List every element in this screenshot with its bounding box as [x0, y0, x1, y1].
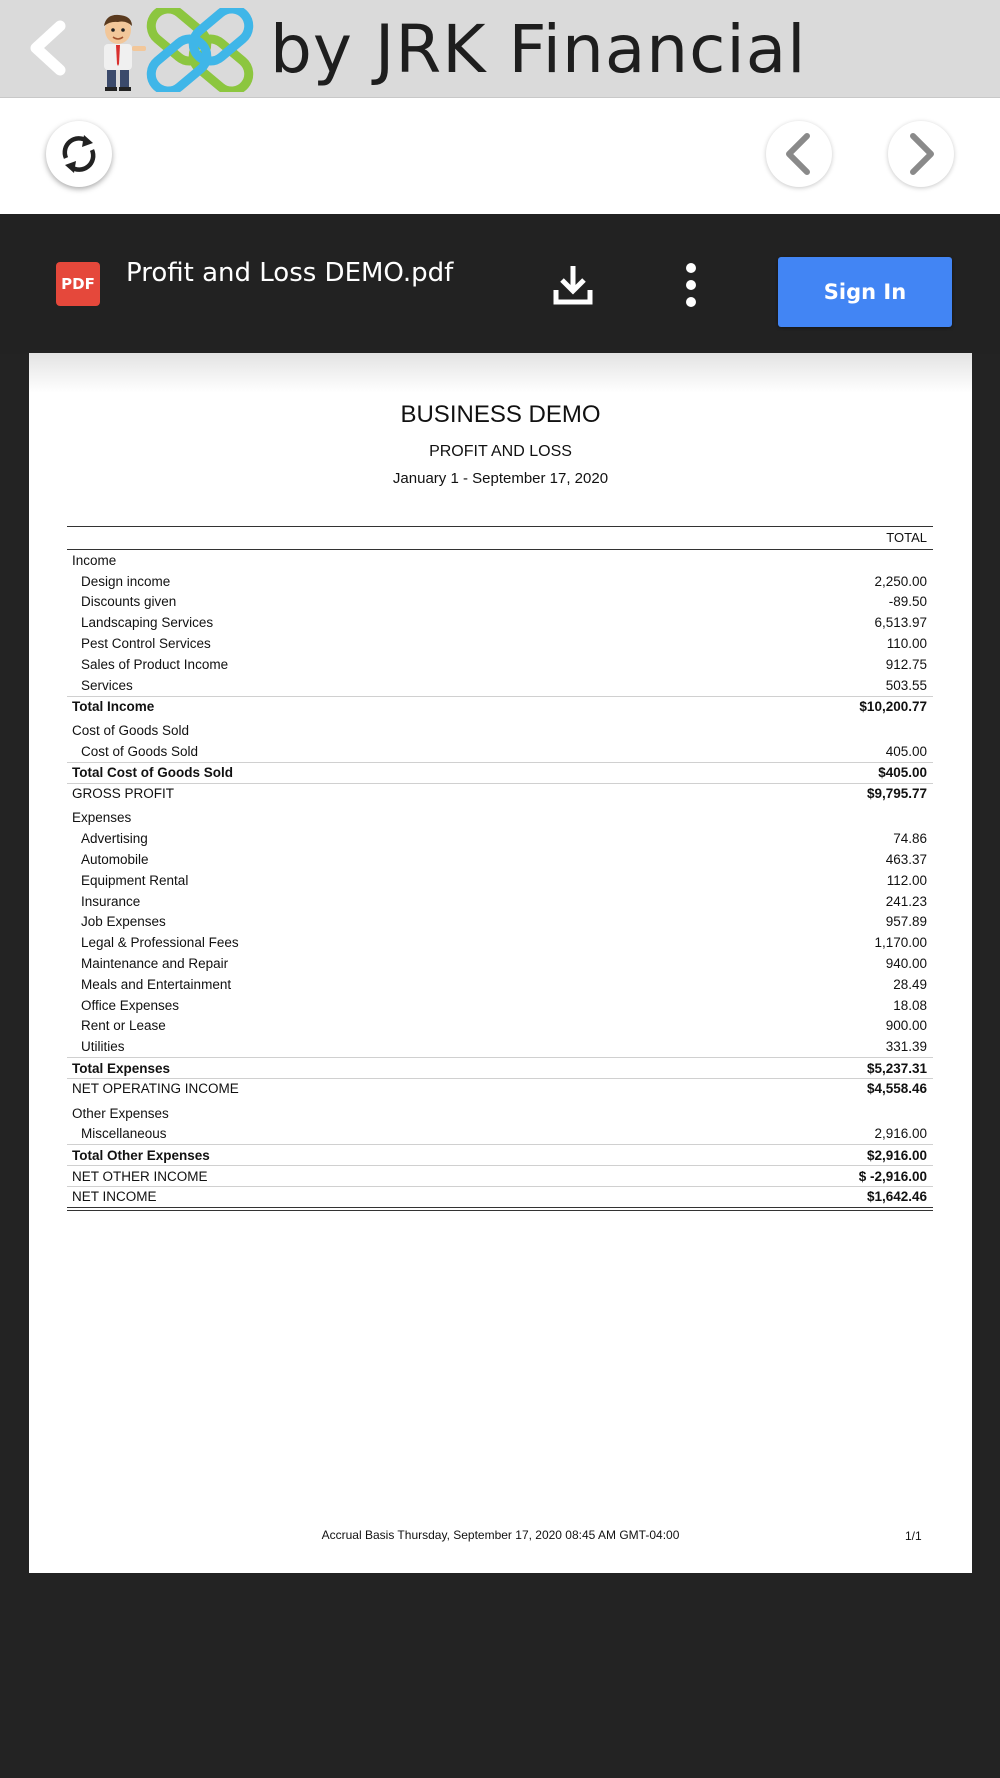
row-label: Equipment Rental — [81, 872, 189, 888]
row-label: NET OTHER INCOME — [72, 1168, 208, 1184]
row-value: 957.89 — [885, 914, 927, 930]
total-row — [67, 762, 933, 783]
row-value: $10,200.77 — [859, 698, 927, 714]
download-icon[interactable] — [548, 260, 598, 310]
row-label: Pest Control Services — [81, 636, 211, 652]
row-label: Other Expenses — [72, 1105, 169, 1121]
row-label: Total Cost of Goods Sold — [72, 765, 233, 781]
line-item-row — [67, 932, 933, 953]
pdf-page[interactable] — [29, 353, 972, 1573]
row-label: Office Expenses — [81, 997, 180, 1013]
row-value: $2,916.00 — [866, 1147, 927, 1163]
row-value: 940.00 — [885, 956, 927, 972]
row-value: $ -2,916.00 — [858, 1168, 927, 1184]
row-value: 2,250.00 — [874, 573, 927, 589]
row-label: Discounts given — [81, 594, 177, 610]
row-value: 912.75 — [885, 656, 927, 672]
row-label: NET INCOME — [72, 1189, 157, 1205]
row-value: 1,170.00 — [874, 935, 927, 951]
line-item-row — [67, 1016, 933, 1037]
row-label: Automobile — [81, 852, 149, 868]
row-value: 6,513.97 — [874, 615, 927, 631]
total-row — [67, 1144, 933, 1165]
line-item-row — [67, 1124, 933, 1145]
line-item-row — [67, 974, 933, 995]
row-label: Cost of Goods Sold — [72, 723, 190, 739]
next-button[interactable] — [888, 121, 954, 187]
profit-loss-table — [67, 526, 933, 1211]
row-label: Miscellaneous — [81, 1126, 167, 1142]
file-name: Profit and Loss DEMO.pdf — [126, 258, 454, 288]
line-item-row — [67, 741, 933, 762]
report-company-title: BUSINESS DEMO — [400, 401, 601, 428]
row-value: 405.00 — [885, 744, 927, 760]
page-number: 1/1 — [905, 1529, 922, 1543]
row-label: Job Expenses — [81, 914, 166, 930]
section-header-row — [67, 1103, 933, 1124]
line-item-row — [67, 1036, 933, 1057]
navigation-toolbar — [0, 98, 1000, 214]
pdf-file-icon: PDF — [56, 262, 100, 306]
row-value: 18.08 — [893, 997, 927, 1013]
row-value: $405.00 — [878, 765, 927, 781]
column-header-total: TOTAL — [67, 526, 933, 550]
pdf-viewer-header — [0, 214, 1000, 354]
row-value: 900.00 — [885, 1018, 927, 1034]
section-header-row — [67, 550, 933, 571]
line-item-row — [67, 633, 933, 654]
row-label: Cost of Goods Sold — [81, 744, 199, 760]
row-value: $5,237.31 — [866, 1060, 927, 1076]
row-value: $9,795.77 — [866, 786, 927, 802]
sign-in-button[interactable]: Sign In — [778, 257, 952, 327]
row-label: Advertising — [81, 831, 148, 847]
report-subtitle: PROFIT AND LOSS — [429, 443, 572, 460]
row-value: 112.00 — [886, 872, 927, 888]
total-row — [67, 1186, 933, 1211]
row-label: Landscaping Services — [81, 615, 214, 631]
row-label: Legal & Professional Fees — [81, 935, 239, 951]
brand-title: by JRK Financial — [270, 11, 807, 88]
total-row — [67, 1165, 933, 1186]
line-item-row — [67, 675, 933, 696]
line-item-row — [67, 870, 933, 891]
row-value: 463.37 — [885, 852, 927, 868]
row-label: GROSS PROFIT — [72, 786, 175, 802]
row-value: -89.50 — [888, 594, 927, 610]
brand-knot-logo-icon — [140, 8, 260, 92]
line-item-row — [67, 571, 933, 592]
row-value: 241.23 — [885, 893, 927, 909]
row-label: Utilities — [81, 1039, 125, 1055]
row-label: Sales of Product Income — [81, 656, 229, 672]
line-item-row — [67, 654, 933, 675]
chevron-right-icon — [901, 132, 941, 176]
line-item-row — [67, 891, 933, 912]
more-options-icon[interactable] — [676, 260, 706, 310]
row-label: Total Income — [72, 698, 155, 714]
line-item-row — [67, 912, 933, 933]
total-row — [67, 696, 933, 717]
section-header-row — [67, 808, 933, 829]
line-item-row — [67, 612, 933, 633]
row-label: Insurance — [81, 893, 141, 909]
total-row — [67, 783, 933, 804]
section-header-row — [67, 720, 933, 741]
row-value: 28.49 — [893, 976, 927, 992]
row-value: $4,558.46 — [866, 1081, 927, 1097]
row-value: 331.39 — [885, 1039, 927, 1055]
total-row — [67, 1057, 933, 1078]
row-label: Income — [72, 552, 117, 568]
row-value: 110.00 — [886, 636, 927, 652]
line-item-row — [67, 995, 933, 1016]
line-item-row — [67, 953, 933, 974]
line-item-row — [67, 592, 933, 613]
back-arrow-icon[interactable] — [22, 18, 72, 78]
row-value: 74.86 — [893, 831, 927, 847]
row-label: Maintenance and Repair — [81, 956, 229, 972]
row-label: Total Other Expenses — [72, 1147, 210, 1163]
line-item-row — [67, 849, 933, 870]
row-label: Meals and Entertainment — [81, 976, 232, 992]
refresh-button[interactable] — [46, 121, 112, 187]
report-footer: Accrual Basis Thursday, September 17, 2020 08:45 AM GMT-04:00 — [321, 1528, 680, 1542]
row-label: NET OPERATING INCOME — [72, 1081, 239, 1097]
previous-button[interactable] — [766, 121, 832, 187]
row-label: Services — [81, 677, 133, 693]
total-row — [67, 1078, 933, 1099]
row-label: Design income — [81, 573, 171, 589]
line-item-row — [67, 828, 933, 849]
row-value: 2,916.00 — [874, 1126, 927, 1142]
refresh-icon — [57, 132, 101, 176]
report-date-range: January 1 - September 17, 2020 — [392, 470, 609, 487]
row-label: Total Expenses — [72, 1060, 171, 1076]
row-label: Expenses — [72, 810, 132, 826]
row-value: $1,642.46 — [866, 1189, 927, 1205]
row-value: 503.55 — [885, 677, 927, 693]
app-banner — [0, 0, 1000, 98]
row-label: Rent or Lease — [81, 1018, 166, 1034]
chevron-left-icon — [779, 132, 819, 176]
